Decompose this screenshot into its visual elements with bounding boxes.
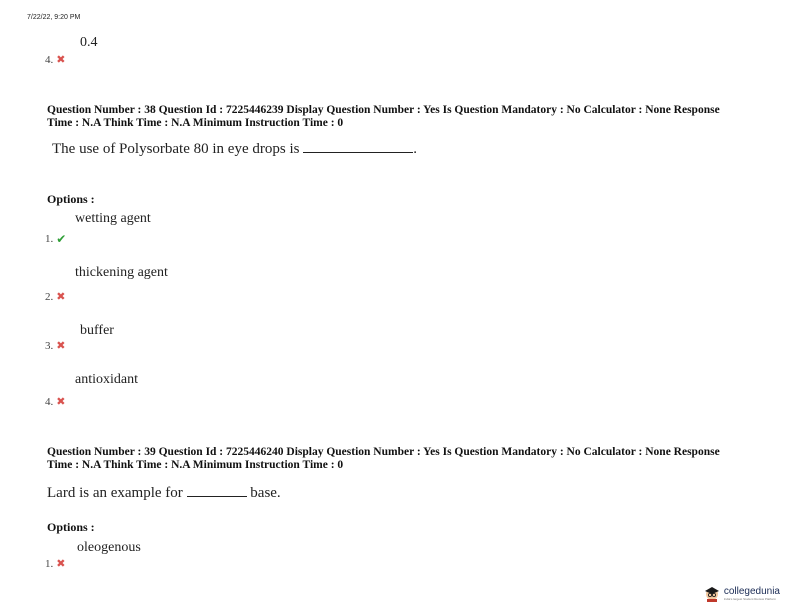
option-text: 0.4 bbox=[80, 35, 98, 50]
option-number-label: 3. bbox=[45, 339, 54, 352]
student-mascot-icon bbox=[703, 584, 721, 602]
option-number-label: 1. bbox=[45, 233, 54, 245]
question-header bbox=[47, 104, 767, 130]
wrong-mark-icon: ✖ bbox=[56, 290, 66, 303]
wrong-mark-icon: ✖ bbox=[56, 339, 66, 352]
option-text: wetting agent bbox=[75, 211, 151, 226]
correct-check-icon: ✔ bbox=[56, 232, 67, 246]
print-timestamp: 7/22/22, 9:20 PM bbox=[27, 14, 81, 21]
question-text bbox=[52, 140, 417, 158]
question-text-before-blank: Lard is an example for bbox=[47, 485, 183, 501]
option-number bbox=[45, 395, 65, 408]
question-meta-line1: Question Number : 39 Question Id : 7225446240 Display Question Number : Yes Is Question Mandatory : No Calculator : None Response bbox=[47, 446, 720, 458]
brand-name: collegedunia bbox=[723, 585, 780, 597]
question-header bbox=[47, 446, 767, 472]
options-label: Options : bbox=[47, 520, 95, 534]
question-text-before-blank: The use of Polysorbate 80 in eye drops is bbox=[52, 141, 300, 157]
option-number-label: 1. bbox=[45, 557, 54, 570]
wrong-mark-icon: ✖ bbox=[56, 557, 66, 570]
option-number-label: 4. bbox=[45, 395, 54, 408]
option-number bbox=[45, 53, 65, 66]
option-number-label: 4. bbox=[45, 53, 54, 66]
wrong-mark-icon: ✖ bbox=[56, 53, 66, 66]
question-meta-line2: Time : N.A Think Time : N.A Minimum Instruction Time : 0 bbox=[47, 459, 344, 471]
option-text: antioxidant bbox=[75, 372, 138, 387]
option-number bbox=[45, 339, 65, 352]
option-text: thickening agent bbox=[75, 265, 168, 280]
options-label: Options : bbox=[47, 192, 95, 206]
option-text: buffer bbox=[80, 323, 114, 338]
answer-blank bbox=[187, 484, 247, 497]
question-text-after-blank: base. bbox=[250, 485, 281, 501]
question-text bbox=[47, 484, 281, 502]
question-meta-line2: Time : N.A Think Time : N.A Minimum Instruction Time : 0 bbox=[47, 117, 344, 129]
answer-blank bbox=[303, 140, 413, 153]
option-text: oleogenous bbox=[77, 540, 141, 555]
option-number bbox=[45, 232, 66, 246]
option-number bbox=[45, 557, 65, 570]
question-meta-line1: Question Number : 38 Question Id : 7225446239 Display Question Number : Yes Is Question Mandatory : No Calculator : None Response bbox=[47, 104, 720, 116]
brand-tagline: India's largest Student Review Platform bbox=[723, 596, 777, 601]
option-number bbox=[45, 290, 65, 303]
wrong-mark-icon: ✖ bbox=[56, 395, 66, 408]
question-text-after-blank: . bbox=[413, 141, 417, 157]
collegedunia-watermark bbox=[703, 584, 780, 602]
option-number-label: 2. bbox=[45, 290, 54, 303]
